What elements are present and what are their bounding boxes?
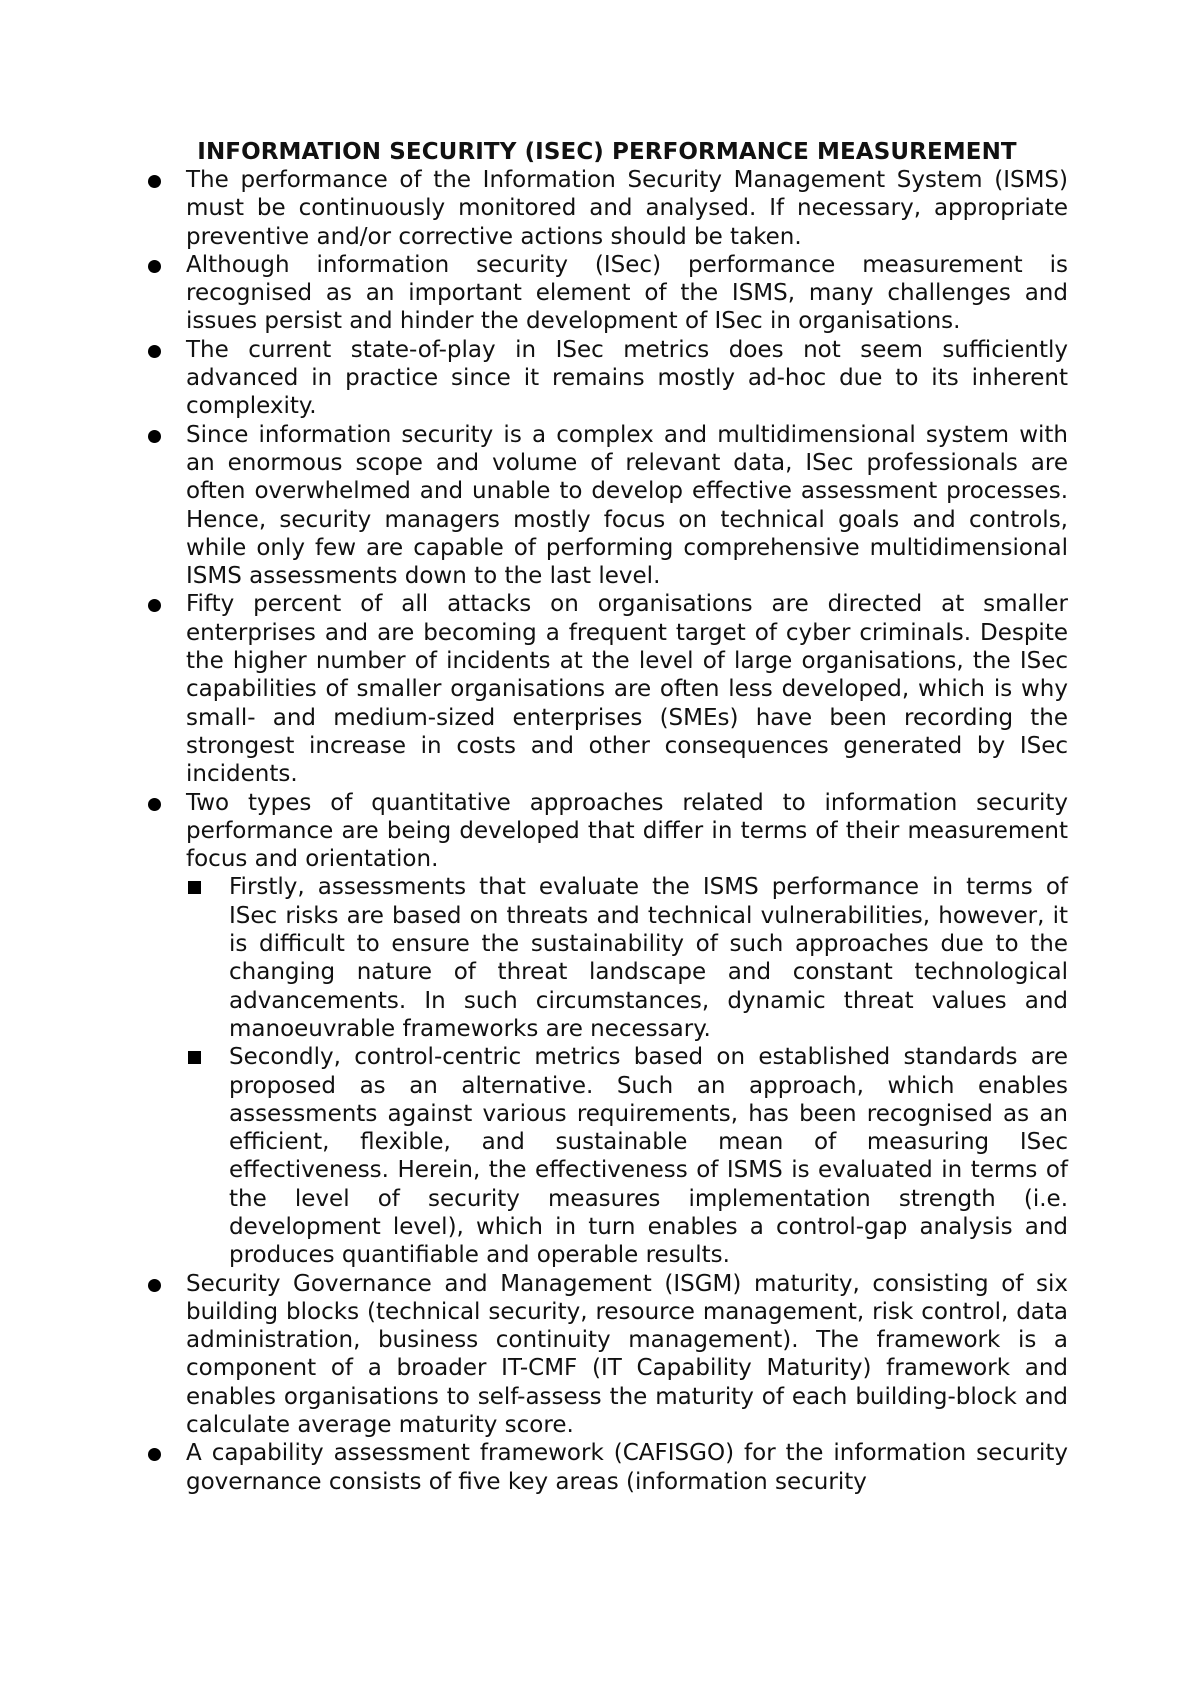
list-item-text: Fifty percent of all attacks on organisations are directed at smaller enterprises and are becoming a frequent target of cyber criminals. Despite the higher number of incidents at the level of large organisations, the ISec capabilities of smaller organisations are often less developed, which is why small- and medium-sized enterprises (SMEs) have been recording the strongest increase in costs and other consequences generated by ISec incidents. — [186, 591, 1068, 788]
round-bullet-icon — [148, 599, 161, 612]
list-item-text: Two types of quantitative approaches related to information security performance are being developed that differ in terms of their measurement focus and orientation. — [186, 789, 1068, 873]
list-item-text: Since information security is a complex and multidimensional system with an enormous scope and volume of relevant data, ISec professionals are often overwhelmed and unable to develop effective assessment processes. Hence, security managers mostly focus on technical goals and controls, while only few are capable of performing comprehensive multidimensional ISMS assessments down to the last level. — [186, 421, 1068, 590]
round-bullet-icon — [148, 1279, 161, 1292]
list-item — [146, 590, 1068, 788]
sub-list-item — [186, 1043, 1068, 1269]
list-item-text: The performance of the Information Security Management System (ISMS) must be continuously monitored and analysed. If necessary, appropriate preventive and/or corrective actions should be taken. — [186, 167, 1068, 250]
round-bullet-icon — [148, 430, 161, 443]
list-item — [146, 1270, 1068, 1440]
list-item — [146, 1439, 1068, 1496]
list-item — [146, 166, 1068, 251]
list-item — [146, 336, 1068, 421]
list-item-text: Although information security (ISec) performance measurement is recognised as an important element of the ISMS, many challenges and issues persist and hinder the development of ISec in organisations. — [186, 251, 1068, 335]
document-body — [146, 138, 1068, 1496]
sub-list-item — [186, 873, 1068, 1043]
square-bullet-icon — [188, 881, 201, 894]
list-item-text: Security Governance and Management (ISGM) maturity, consisting of six building blocks (technical security, resource management, risk control, data administration, business continuity management). The framework is a component of a broader IT-CMF (IT Capability Maturity) framework and enables organisations to self-assess the maturity of each building-block and calculate average maturity score. — [186, 1270, 1068, 1439]
list-item — [146, 421, 1068, 591]
list-item — [146, 251, 1068, 336]
list-item-text: A capability assessment framework (CAFISGO) for the information security governance consists of five key areas (information security — [186, 1440, 1068, 1495]
document-title: INFORMATION SECURITY (ISEC) PERFORMANCE MEASUREMENT — [197, 139, 1017, 165]
bullet-list — [146, 166, 1068, 1496]
list-item-text: The current state-of-play in ISec metrics does not seem sufficiently advanced in practice since it remains mostly ad-hoc due to its inherent complexity. — [186, 336, 1068, 420]
round-bullet-icon — [148, 1448, 161, 1461]
round-bullet-icon — [148, 260, 161, 273]
round-bullet-icon — [148, 798, 161, 811]
list-item — [146, 789, 1068, 1270]
round-bullet-icon — [148, 345, 161, 358]
round-bullet-icon — [148, 175, 161, 188]
sub-bullet-list — [186, 873, 1068, 1269]
sub-list-item-text: Secondly, control-centric metrics based on established standards are proposed as an alternative. Such an approach, which enables assessments against various requirements, has been recognised as an efficient, flexible, and sustainable mean of measuring ISec effectiveness. Herein, the effectiveness of ISMS is evaluated in terms of the level of security measures implementation strength (i.e. development level), which in turn enables a control-gap analysis and produces quantifiable and operable results. — [229, 1044, 1068, 1269]
sub-list-item-text: Firstly, assessments that evaluate the ISMS performance in terms of ISec risks are based on threats and technical vulnerabilities, however, it is difficult to ensure the sustainability of such approaches due to the changing nature of threat landscape and constant technological advancements. In such circumstances, dynamic threat values and manoeuvrable frameworks are necessary. — [229, 874, 1068, 1042]
square-bullet-icon — [188, 1051, 201, 1064]
